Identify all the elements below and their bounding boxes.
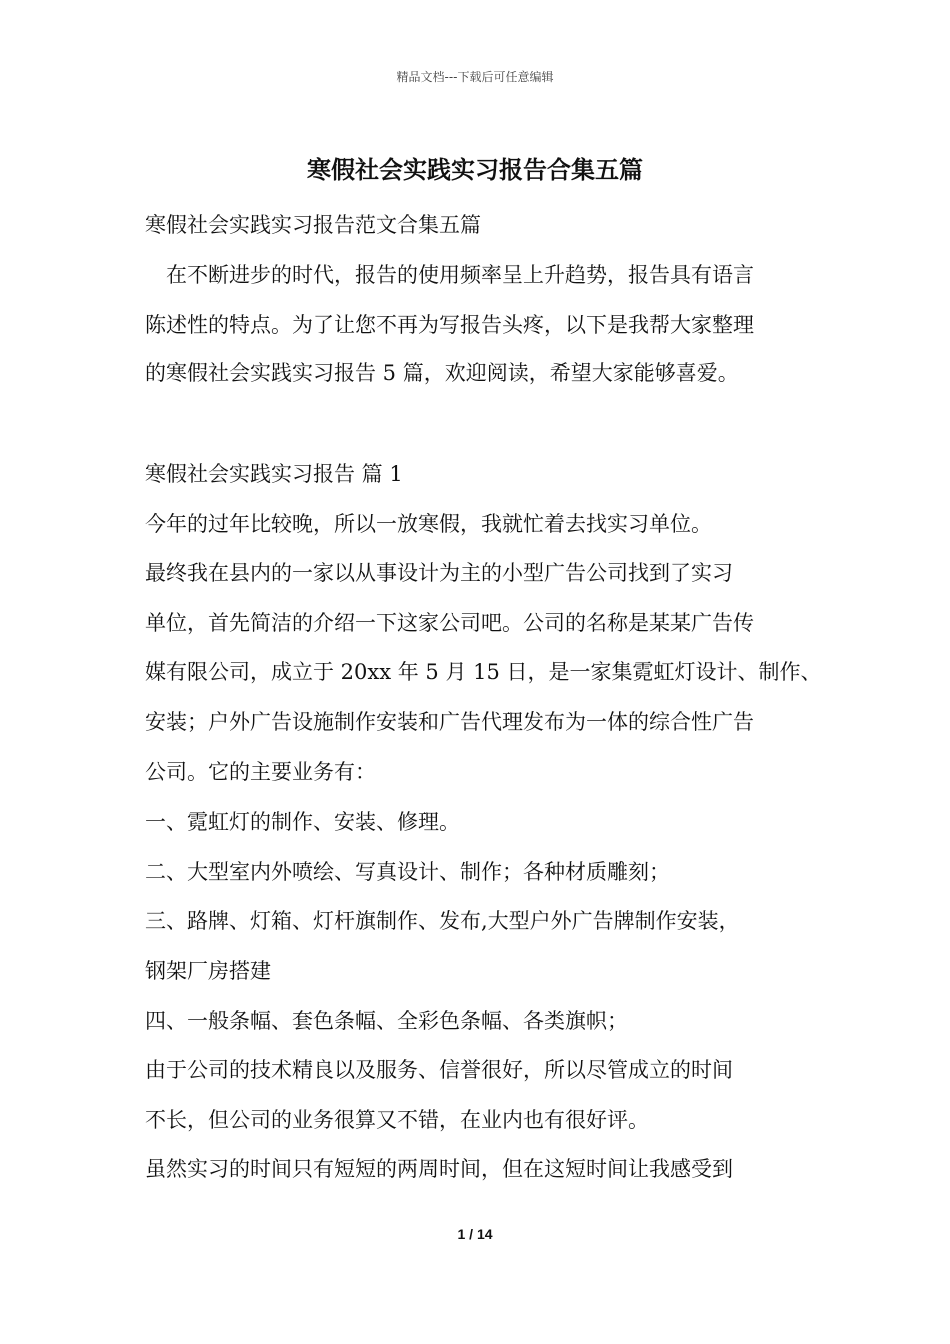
subtitle-line: 寒假社会实践实习报告范文合集五篇 — [145, 213, 481, 237]
list-item-continuation: 钢架厂房搭建 — [145, 959, 271, 983]
paragraph-line: 陈述性的特点。为了让您不再为写报告头疼，以下是我帮大家整理 — [145, 313, 754, 337]
page-number: 1 / 14 — [457, 1226, 493, 1242]
list-item: 一、霓虹灯的制作、安装、修理。 — [145, 810, 460, 834]
paragraph-line: 不长，但公司的业务很算又不错，在业内也有很好评。 — [145, 1108, 649, 1132]
list-item: 二、大型室内外喷绘、写真设计、制作；各种材质雕刻； — [145, 860, 670, 884]
paragraph-line: 安装；户外广告设施制作安装和广告代理发布为一体的综合性广告 — [145, 710, 754, 734]
paragraph-line: 的寒假社会实践实习报告 5 篇，欢迎阅读，希望大家能够喜爱。 — [145, 361, 739, 385]
document-title: 寒假社会实践实习报告合集五篇 — [307, 155, 643, 184]
list-item: 四、一般条幅、套色条幅、全彩色条幅、各类旗帜； — [145, 1009, 628, 1033]
paragraph-line: 在不断进步的时代，报告的使用频率呈上升趋势，报告具有语言 — [145, 263, 754, 287]
page-header: 精品文档---下载后可任意编辑 — [396, 70, 554, 84]
paragraph-line: 今年的过年比较晚，所以一放寒假，我就忙着去找实习单位。 — [145, 512, 712, 536]
paragraph-line: 最终我在县内的一家以从事设计为主的小型广告公司找到了实习 — [145, 561, 733, 585]
paragraph-line: 公司。它的主要业务有： — [145, 760, 376, 784]
paragraph-line: 虽然实习的时间只有短短的两周时间，但在这短时间让我感受到 — [145, 1157, 733, 1181]
paragraph-line: 由于公司的技术精良以及服务、信誉很好，所以尽管成立的时间 — [145, 1058, 733, 1082]
paragraph-line: 单位，首先简洁的介绍一下这家公司吧。公司的名称是某某广告传 — [145, 611, 754, 635]
section-heading: 寒假社会实践实习报告 篇 1 — [145, 462, 403, 486]
paragraph-line: 媒有限公司，成立于 20xx 年 5 月 15 日，是一家集霓虹灯设计、制作、 — [145, 660, 822, 684]
list-item: 三、路牌、灯箱、灯杆旗制作、发布,大型户外广告牌制作安装， — [145, 909, 740, 933]
